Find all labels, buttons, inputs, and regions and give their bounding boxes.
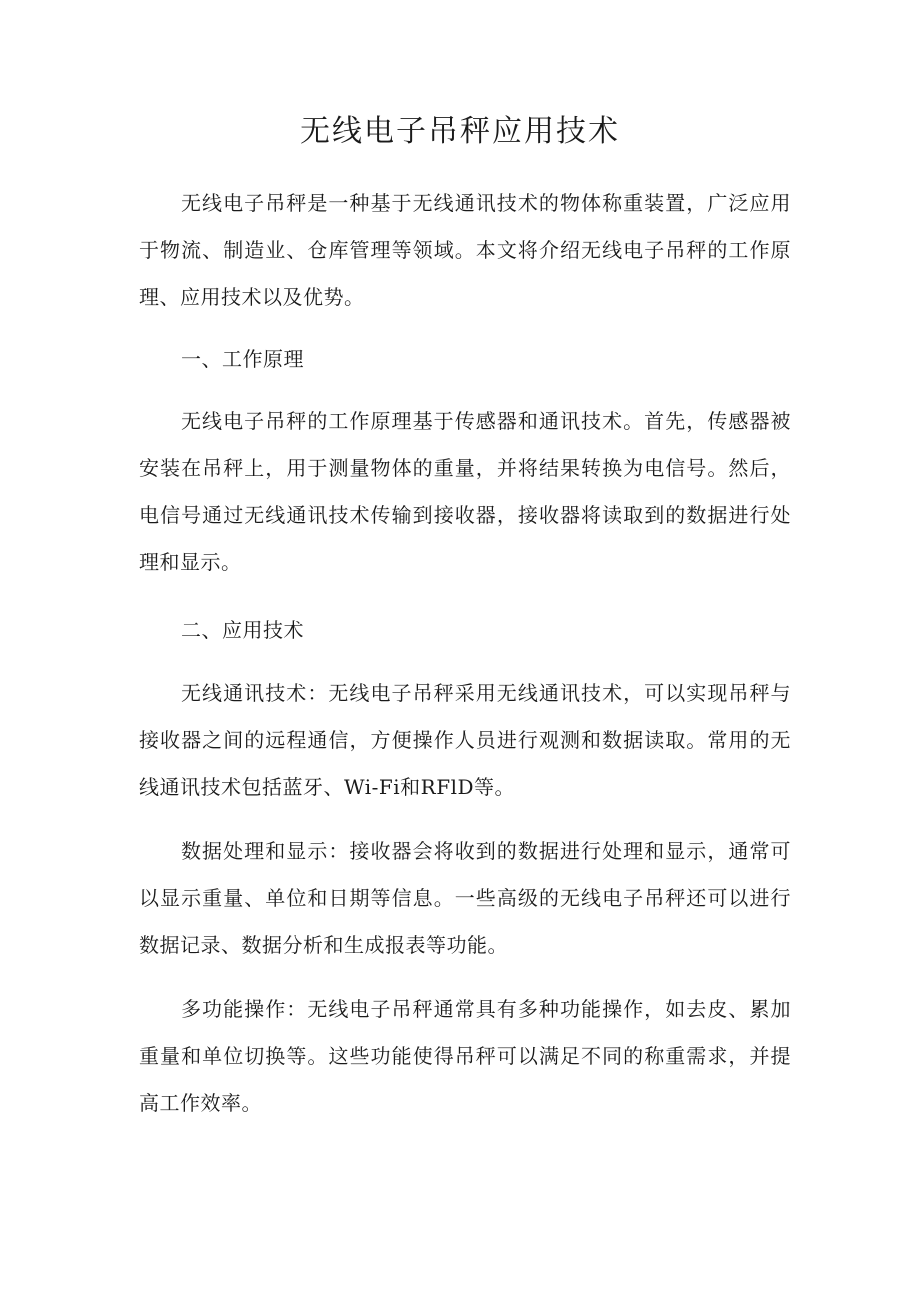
document-title: 无线电子吊秤应用技术: [300, 114, 620, 149]
section-heading-working-principle: 一、工作原理: [181, 347, 304, 371]
section-heading-application-technology: 二、应用技术: [181, 618, 304, 642]
wireless-communication-paragraph: 无线通讯技术：无线电子吊秤采用无线通讯技术，可以实现吊秤与接收器之间的远程通信，方便操作人员进行观测和数据读取。常用的无线通讯技术包括蓝牙、Wi-Fi和RFlD等。: [139, 681, 791, 799]
data-processing-paragraph: 数据处理和显示：接收器会将收到的数据进行处理和显示，通常可以显示重量、单位和日期等信息。一些高级的无线电子吊秤还可以进行数据记录、数据分析和生成报表等功能。: [139, 839, 791, 957]
multi-function-paragraph: 多功能操作：无线电子吊秤通常具有多种功能操作，如去皮、累加重量和单位切换等。这些功能使得吊秤可以满足不同的称重需求，并提高工作效率。: [139, 997, 791, 1115]
working-principle-paragraph: 无线电子吊秤的工作原理基于传感器和通讯技术。首先，传感器被安装在吊秤上，用于测量物体的重量，并将结果转换为电信号。然后，电信号通过无线通讯技术传输到接收器，接收器将读取到的数据进行处理和显示。: [139, 409, 791, 574]
intro-paragraph: 无线电子吊秤是一种基于无线通讯技术的物体称重装置，广泛应用于物流、制造业、仓库管理等领域。本文将介绍无线电子吊秤的工作原理、应用技术以及优势。: [139, 191, 791, 309]
